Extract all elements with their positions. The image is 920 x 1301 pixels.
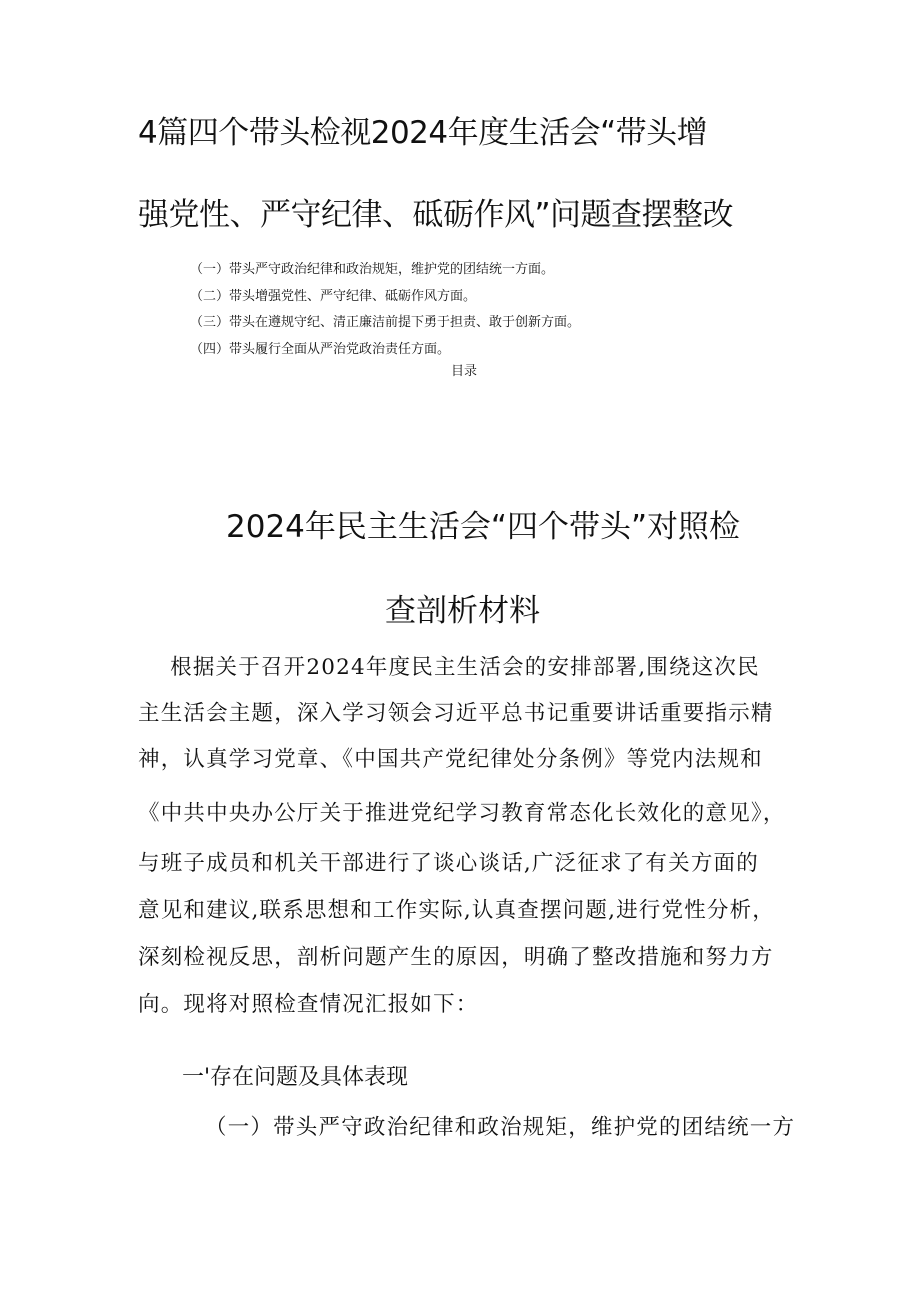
toc-item-2[interactable]: （二）带头增强党性、严守纪律、砥砺作风方面。 <box>190 288 477 304</box>
document-title-line-2: 强党性、严守纪律、砥砺作风”问题查摆整改 <box>138 197 734 233</box>
body-line-7: 深刻检视反思，剖析问题产生的原因，明确了整改措施和努力方 <box>138 945 774 970</box>
body-line-2: 主生活会主题，深入学习领会习近平总书记重要讲话重要指示精 <box>138 701 774 726</box>
toc-item-3[interactable]: （三）带头在遵规守纪、清正廉洁前提下勇于担责、敢于创新方面。 <box>190 315 581 330</box>
toc-item-1[interactable]: （一）带头严守政治纪律和政治规矩，维护党的团结统一方面。 <box>190 262 555 277</box>
body-line-6: 意见和建议,联系思想和工作实际,认真查摆问题,进行党性分析， <box>138 898 776 923</box>
body-line-1: 根据关于召开2024年度民主生活会的安排部署,围绕这次民 <box>138 655 760 680</box>
article-title-line-2: 查剖析材料 <box>385 593 540 629</box>
toc-item-4[interactable]: （四）带头履行全面从严治党政治责任方面。 <box>190 341 451 357</box>
table-of-contents <box>190 257 580 363</box>
article-title-line-1: 2024年民主生活会“四个带头”对照检 <box>226 509 741 545</box>
document-title-line-1: 4篇四个带头检视2024年度生活会“带头增 <box>138 115 708 151</box>
section-heading: 一'存在问题及具体表现 <box>182 1065 409 1090</box>
sub-heading: （一）带头严守政治纪律和政治规矩，维护党的团结统一方 <box>205 1115 796 1140</box>
body-line-8: 向。现将对照检查情况汇报如下： <box>138 992 479 1017</box>
body-line-5: 与班子成员和机关干部进行了谈心谈话,广泛征求了有关方面的 <box>138 851 759 876</box>
toc-heading: 目录 <box>451 364 478 379</box>
body-line-4: 《中共中央办公厅关于推进党纪学习教育常态化长效化的意见》， <box>138 801 786 826</box>
body-line-3: 神，认真学习党章、《中国共产党纪律处分条例》等党内法规和 <box>138 747 763 772</box>
